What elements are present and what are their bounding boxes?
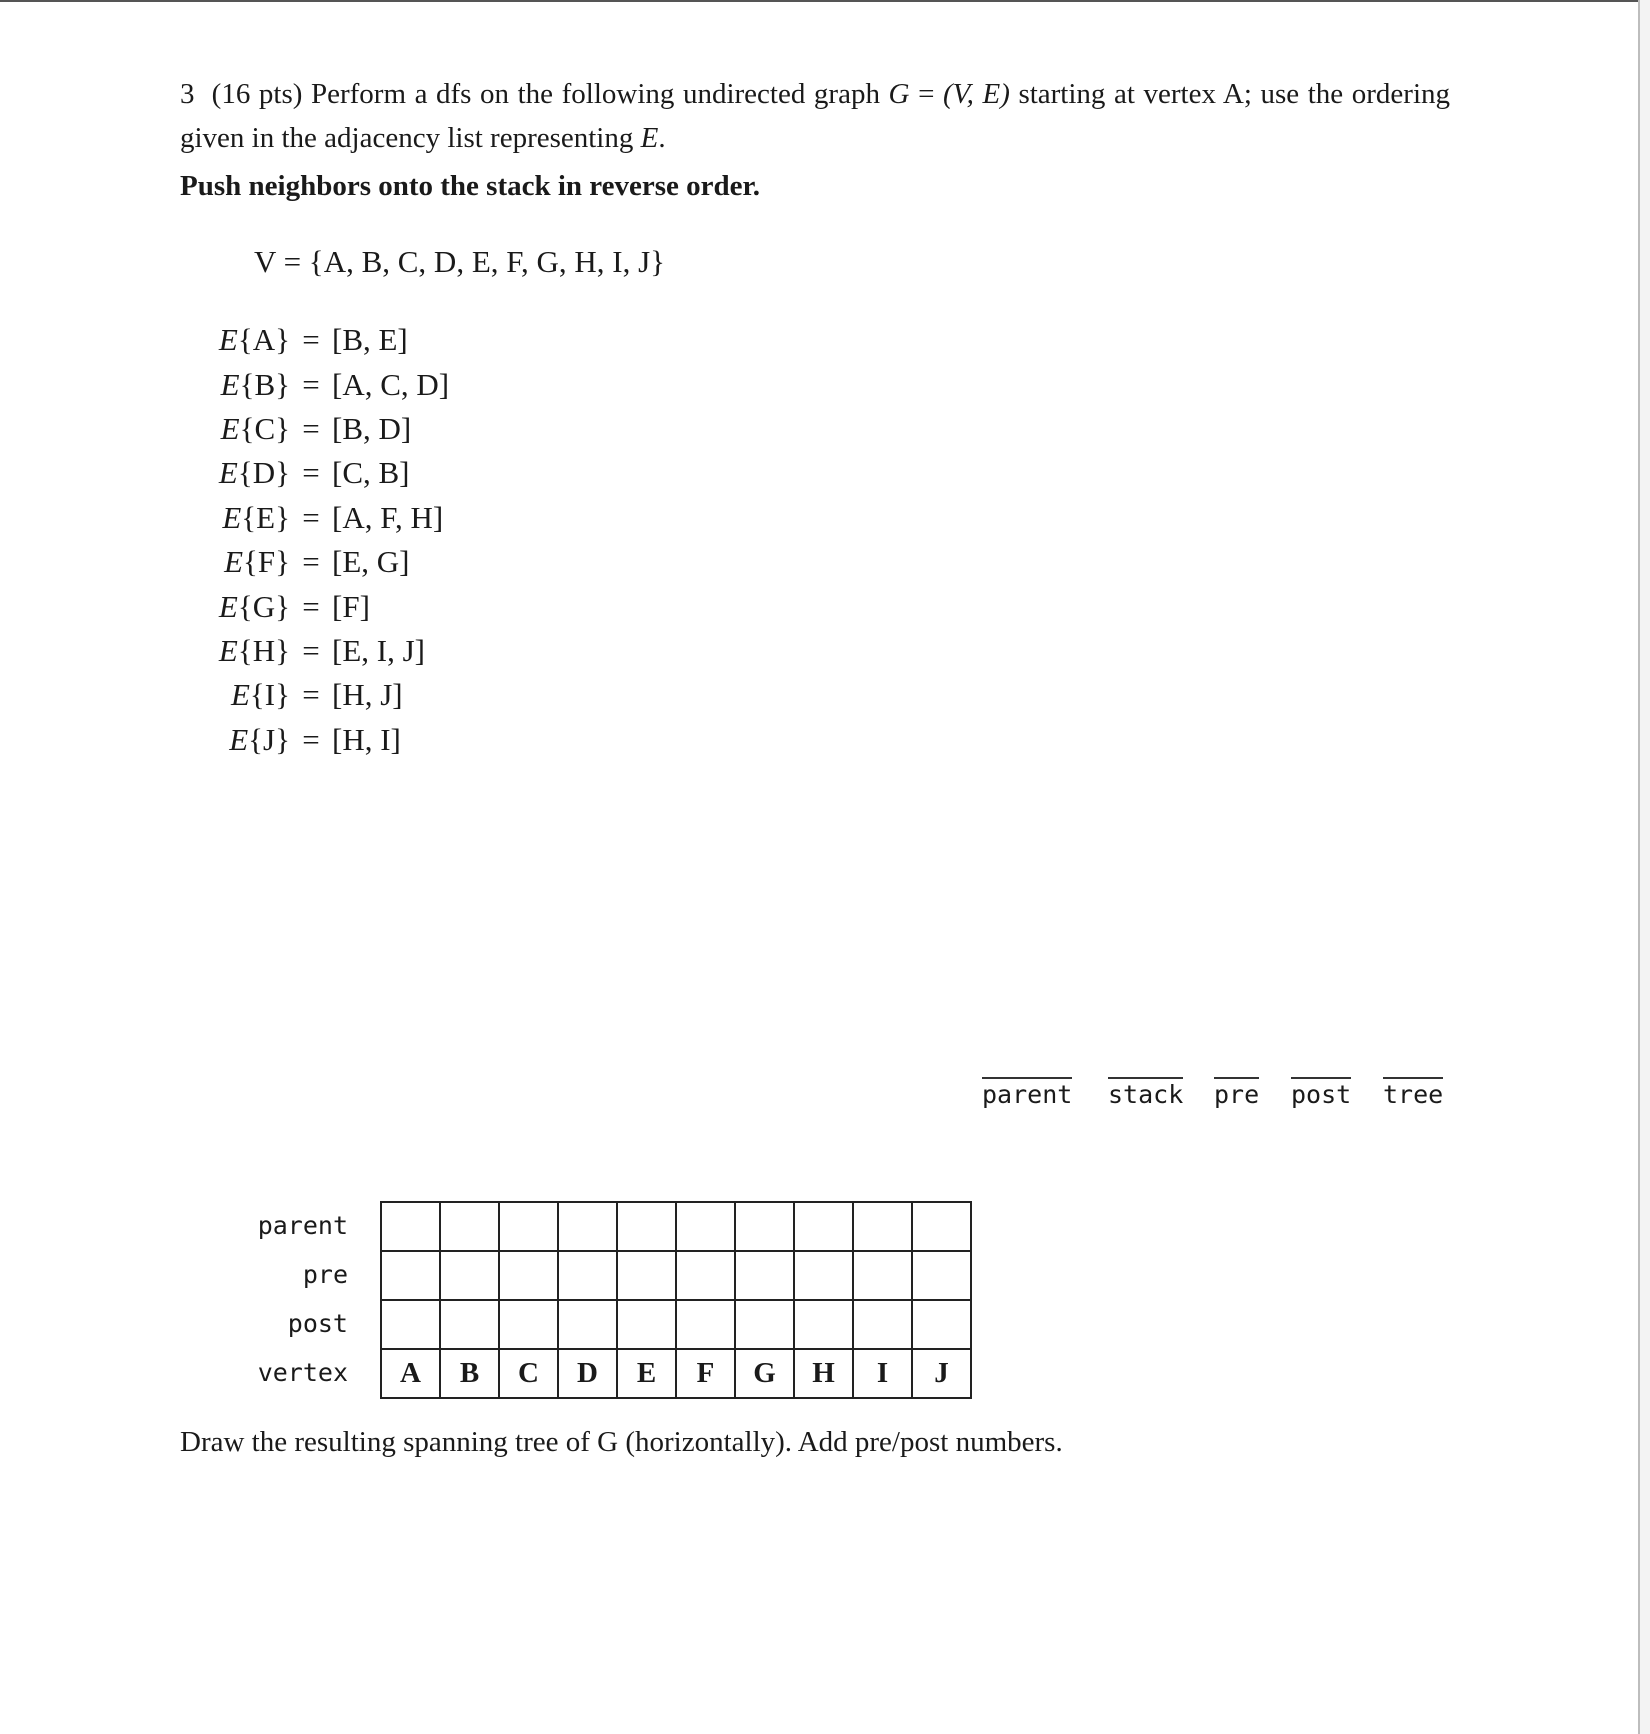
- row-label-vertex: vertex: [257, 1358, 348, 1387]
- problem-points: (16 pts): [211, 78, 303, 110]
- vertex-cell: G: [735, 1349, 794, 1398]
- adjacency-edge-var: E: [229, 721, 249, 757]
- table-row-pre: [381, 1251, 971, 1300]
- page-edge-scrollbar: [1638, 0, 1650, 1734]
- adjacency-neighbors: [H, I]: [332, 721, 401, 757]
- table-row-labels: [240, 1201, 348, 1397]
- adjacency-row: [190, 540, 449, 584]
- adjacency-equals: =: [302, 677, 320, 713]
- adjacency-row: [190, 673, 449, 717]
- adjacency-equals: =: [302, 366, 320, 402]
- adjacency-edge-var: E: [218, 455, 238, 491]
- post-cell[interactable]: [794, 1300, 853, 1349]
- adjacency-key: {D}: [237, 455, 290, 491]
- post-cell[interactable]: [617, 1300, 676, 1349]
- vertex-cell: J: [912, 1349, 971, 1398]
- table-row-vertex: [381, 1349, 971, 1398]
- adjacency-neighbors: [B, D]: [332, 410, 412, 446]
- pre-cell[interactable]: [440, 1251, 499, 1300]
- stack-instruction: Push neighbors onto the stack in reverse order.: [180, 170, 760, 202]
- adjacency-neighbors: [B, E]: [332, 322, 408, 358]
- parent-cell[interactable]: [499, 1202, 558, 1251]
- pre-cell[interactable]: [735, 1251, 794, 1300]
- adjacency-list: [190, 318, 449, 762]
- vertex-cell: D: [558, 1349, 617, 1398]
- adjacency-edge-var: E: [218, 588, 238, 624]
- adjacency-edge-var: E: [230, 677, 250, 713]
- adjacency-key: {J}: [248, 721, 290, 757]
- adjacency-equals: =: [302, 632, 320, 668]
- vertex-cell: I: [853, 1349, 912, 1398]
- post-cell[interactable]: [440, 1300, 499, 1349]
- adjacency-edge-var: E: [220, 366, 240, 402]
- adjacency-neighbors: [E, I, J]: [332, 632, 425, 668]
- adjacency-row: [190, 318, 449, 362]
- problem-text-a: Perform a dfs on the following undirected graph: [310, 78, 880, 110]
- parent-cell[interactable]: [558, 1202, 617, 1251]
- post-cell[interactable]: [558, 1300, 617, 1349]
- pre-cell[interactable]: [676, 1251, 735, 1300]
- vertex-cell: H: [794, 1349, 853, 1398]
- adjacency-equals: =: [302, 499, 320, 535]
- adjacency-edge-var: E: [222, 499, 242, 535]
- adjacency-lhs: [190, 500, 290, 536]
- post-cell[interactable]: [912, 1300, 971, 1349]
- adjacency-lhs: [190, 722, 290, 758]
- adjacency-key: {E}: [241, 499, 290, 535]
- problem-number: 3: [180, 78, 195, 110]
- adjacency-lhs: [190, 677, 290, 713]
- table-row-parent: [381, 1202, 971, 1251]
- adjacency-lhs: [190, 455, 290, 491]
- post-cell[interactable]: [381, 1300, 440, 1349]
- problem-text-b: starting at vertex A; use the ordering given in the adjacency list representing: [180, 78, 1450, 154]
- adjacency-row: [190, 629, 449, 673]
- adjacency-neighbors: [E, G]: [332, 544, 410, 580]
- parent-cell[interactable]: [440, 1202, 499, 1251]
- adjacency-key: {I}: [249, 677, 290, 713]
- legend-tree: tree: [1383, 1077, 1443, 1110]
- adjacency-key: {C}: [239, 410, 290, 446]
- parent-cell[interactable]: [912, 1202, 971, 1251]
- adjacency-neighbors: [H, J]: [332, 677, 403, 713]
- adjacency-lhs: [190, 544, 290, 580]
- post-cell[interactable]: [676, 1300, 735, 1349]
- graph-tuple: (V, E): [943, 78, 1010, 110]
- adjacency-lhs: [190, 367, 290, 403]
- adjacency-edge-var: E: [220, 410, 240, 446]
- adjacency-neighbors: [A, F, H]: [332, 499, 444, 535]
- draw-instruction: Draw the resulting spanning tree of G (horizontally). Add pre/post numbers.: [180, 1426, 1063, 1458]
- adjacency-edge-var: E: [224, 544, 243, 580]
- adjacency-equals: =: [302, 721, 320, 757]
- parent-cell[interactable]: [853, 1202, 912, 1251]
- legend-post: post: [1291, 1077, 1351, 1110]
- problem-statement: [180, 72, 1450, 160]
- adjacency-key: {H}: [237, 632, 290, 668]
- row-label-post: post: [287, 1309, 348, 1338]
- legend-stack: stack: [1108, 1077, 1183, 1110]
- parent-cell[interactable]: [676, 1202, 735, 1251]
- pre-cell[interactable]: [617, 1251, 676, 1300]
- dfs-table: [380, 1201, 972, 1399]
- legend-parent: parent: [982, 1077, 1072, 1110]
- adjacency-equals: =: [302, 544, 320, 580]
- adjacency-neighbors: [C, B]: [332, 455, 410, 491]
- adjacency-row: [190, 362, 449, 406]
- adjacency-key: {A}: [237, 322, 290, 358]
- pre-cell[interactable]: [381, 1251, 440, 1300]
- row-label-parent: parent: [257, 1211, 348, 1240]
- adjacency-equals: =: [302, 322, 320, 358]
- parent-cell[interactable]: [381, 1202, 440, 1251]
- legend-pre: pre: [1214, 1077, 1259, 1110]
- adjacency-neighbors: [F]: [332, 588, 370, 624]
- adjacency-edge-var: E: [218, 632, 238, 668]
- adjacency-equals: =: [302, 410, 320, 446]
- row-label-pre: pre: [302, 1260, 348, 1289]
- parent-cell[interactable]: [617, 1202, 676, 1251]
- problem-period: .: [658, 122, 666, 154]
- pre-cell[interactable]: [912, 1251, 971, 1300]
- adjacency-edge-var: E: [218, 322, 238, 358]
- adjacency-key: {B}: [239, 366, 290, 402]
- pre-cell[interactable]: [794, 1251, 853, 1300]
- adjacency-lhs: [190, 411, 290, 447]
- adjacency-row: [190, 584, 449, 628]
- pre-cell[interactable]: [558, 1251, 617, 1300]
- adjacency-equals: =: [302, 455, 320, 491]
- graph-variable: G: [888, 78, 910, 110]
- vertex-cell: E: [617, 1349, 676, 1398]
- adjacency-lhs: [190, 589, 290, 625]
- adjacency-row: [190, 407, 449, 451]
- vertex-cell: F: [676, 1349, 735, 1398]
- vertex-cell: A: [381, 1349, 440, 1398]
- adjacency-lhs: [190, 322, 290, 358]
- pre-cell[interactable]: [853, 1251, 912, 1300]
- pre-cell[interactable]: [499, 1251, 558, 1300]
- post-cell[interactable]: [735, 1300, 794, 1349]
- vertex-set: V = {A, B, C, D, E, F, G, H, I, J}: [254, 244, 666, 279]
- vertex-cell: C: [499, 1349, 558, 1398]
- parent-cell[interactable]: [794, 1202, 853, 1251]
- adjacency-row: [190, 496, 449, 540]
- adjacency-key: {F}: [243, 544, 290, 580]
- equals-sign: =: [909, 78, 944, 110]
- vertex-cell: B: [440, 1349, 499, 1398]
- post-cell[interactable]: [499, 1300, 558, 1349]
- adjacency-row: [190, 451, 449, 495]
- parent-cell[interactable]: [735, 1202, 794, 1251]
- table-row-post: [381, 1300, 971, 1349]
- adjacency-row: [190, 718, 449, 762]
- adjacency-equals: =: [302, 588, 320, 624]
- edge-variable: E: [640, 122, 659, 154]
- adjacency-neighbors: [A, C, D]: [332, 366, 450, 402]
- post-cell[interactable]: [853, 1300, 912, 1349]
- adjacency-lhs: [190, 633, 290, 669]
- adjacency-key: {G}: [237, 588, 290, 624]
- top-rule: [0, 0, 1650, 2]
